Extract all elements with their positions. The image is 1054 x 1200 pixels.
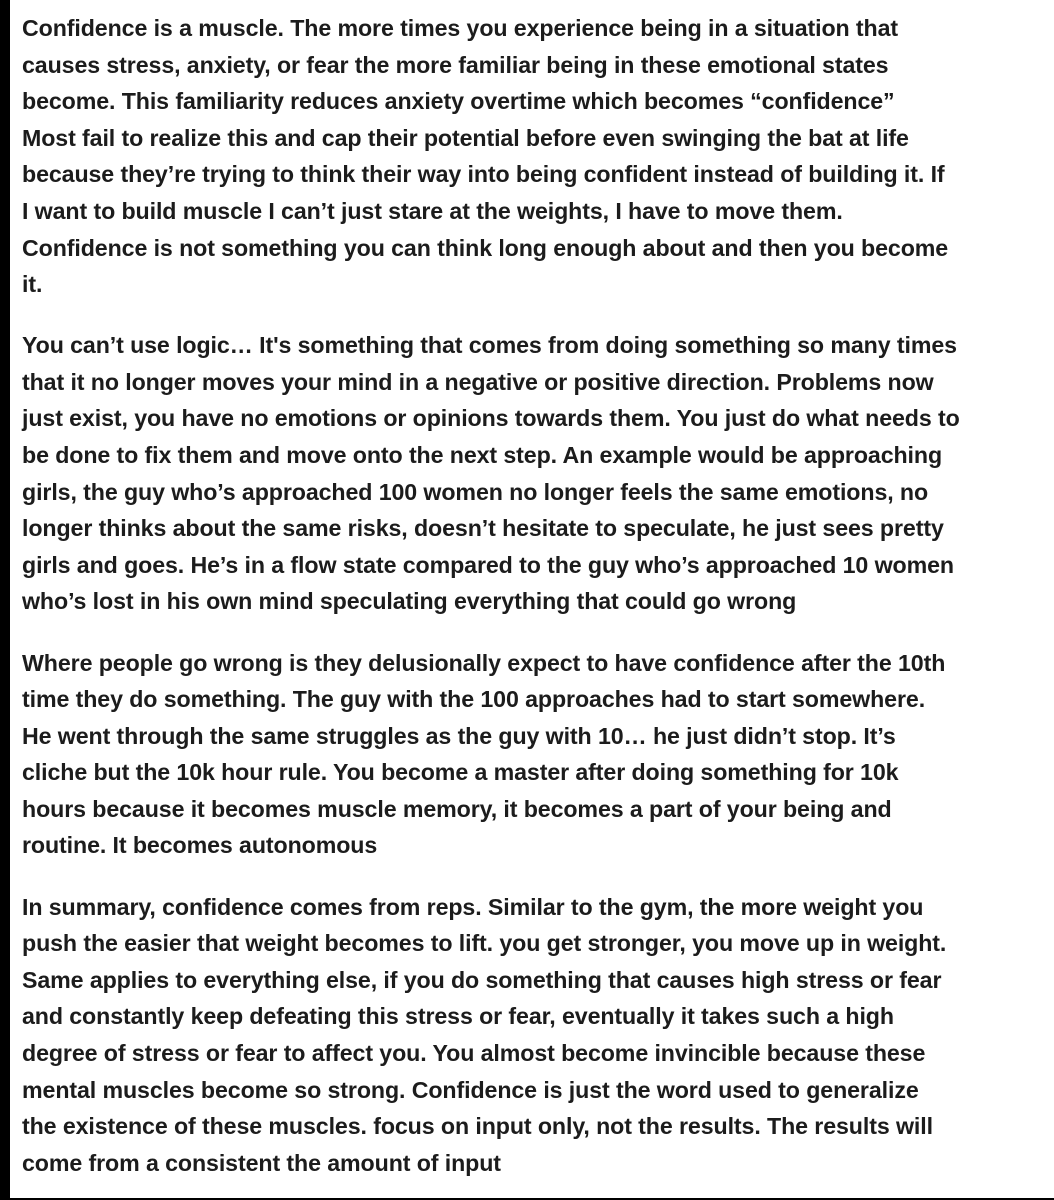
text-line: longer thinks about the same risks, doesn’t hesitate to speculate, he just sees pretty xyxy=(22,515,944,542)
text-line: come from a consistent the amount of input xyxy=(22,1149,501,1176)
text-line: hours because it becomes muscle memory, it becomes a part of your being and xyxy=(22,795,892,822)
post-body xyxy=(22,10,1044,1181)
text-line: push the easier that weight becomes to lift. you get stronger, you move up in weight. xyxy=(22,930,947,957)
text-line: Most fail to realize this and cap their potential before even swinging the bat at life xyxy=(22,124,909,151)
text-line: He went through the same struggles as the guy with 10… he just didn’t stop. It’s xyxy=(22,722,896,749)
paragraph-2 xyxy=(22,327,1044,620)
text-line: and constantly keep defeating this stress or fear, eventually it takes such a high xyxy=(22,1003,894,1030)
text-line: routine. It becomes autonomous xyxy=(22,832,378,859)
text-line: Where people go wrong is they delusionally expect to have confidence after the 10th xyxy=(22,649,946,676)
text-line: be done to fix them and move onto the next step. An example would be approaching xyxy=(22,442,943,469)
text-line: cliche but the 10k hour rule. You become a master after doing something for 10k xyxy=(22,759,899,786)
text-line: it. xyxy=(22,271,43,298)
text-line: because they’re trying to think their way into being confident instead of building it. If xyxy=(22,161,945,188)
paragraph-1 xyxy=(22,10,1044,303)
text-line: the existence of these muscles. focus on input only, not the results. The results will xyxy=(22,1113,933,1140)
text-line: girls and goes. He’s in a flow state compared to the guy who’s approached 10 women xyxy=(22,551,954,578)
paragraph-3 xyxy=(22,645,1044,865)
text-line: time they do something. The guy with the 100 approaches had to start somewhere. xyxy=(22,686,926,713)
text-line: degree of stress or fear to affect you. You almost become invincible because these xyxy=(22,1039,926,1066)
text-line: You can’t use logic… It's something that comes from doing something so many times xyxy=(22,332,957,359)
text-line: I want to build muscle I can’t just stare at the weights, I have to move them. xyxy=(22,197,843,224)
text-line: In summary, confidence comes from reps. Similar to the gym, the more weight you xyxy=(22,893,924,920)
post-frame xyxy=(10,0,1054,1198)
text-line: who’s lost in his own mind speculating everything that could go wrong xyxy=(22,588,797,615)
text-line: girls, the guy who’s approached 100 women no longer feels the same emotions, no xyxy=(22,478,929,505)
text-line: mental muscles become so strong. Confidence is just the word used to generalize xyxy=(22,1076,919,1103)
text-line: Confidence is a muscle. The more times you experience being in a situation that xyxy=(22,15,899,41)
text-line: causes stress, anxiety, or fear the more familiar being in these emotional states xyxy=(22,51,889,78)
text-line: that it no longer moves your mind in a negative or positive direction. Problems now xyxy=(22,368,934,395)
text-line: become. This familiarity reduces anxiety overtime which becomes “confidence” xyxy=(22,88,895,115)
text-line: Confidence is not something you can think long enough about and then you become xyxy=(22,234,949,261)
text-line: just exist, you have no emotions or opinions towards them. You just do what needs to xyxy=(22,405,960,432)
paragraph-4 xyxy=(22,889,1044,1182)
text-line: Same applies to everything else, if you do something that causes high stress or fear xyxy=(22,966,942,993)
